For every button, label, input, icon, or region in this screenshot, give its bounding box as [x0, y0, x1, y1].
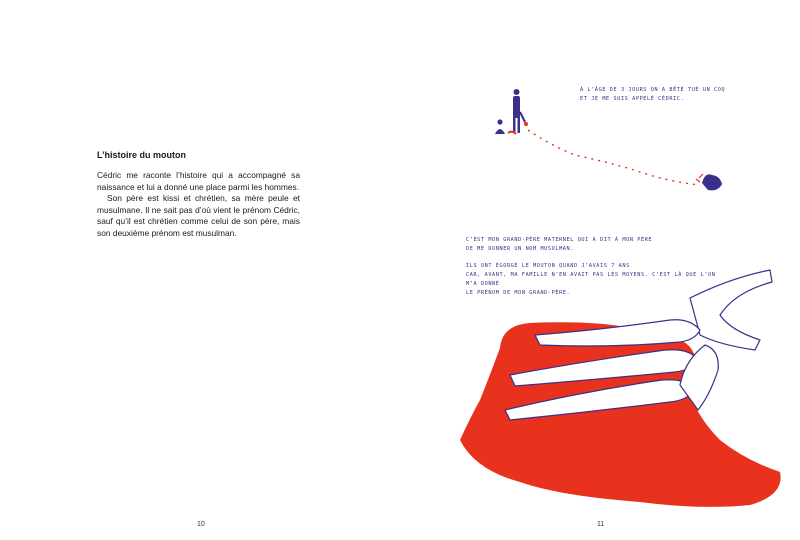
paragraph-2: Son père est kissi et chrétien, sa mère peule et musulmane. Il ne sait pas d’où vient le prénom Cédric, sauf qu’il est chrétien comme celui de son père, mais son deuxième prénom est musulman. [97, 193, 300, 238]
blood-trail [528, 130, 700, 185]
seated-child-illustration [495, 119, 516, 134]
page-number-left: 10 [197, 521, 205, 528]
handwritten-note-1: À L’ÂGE DE 3 JOURS ON A BÊTÉ TUÉ UN COQ ET JE ME SUIS APPELÉ CÉDRIC. [580, 87, 726, 102]
story-title: L’histoire du mouton [97, 150, 186, 160]
father-figure-illustration [513, 89, 528, 133]
page-number-right: 11 [597, 521, 605, 528]
rooster-illustration [696, 174, 722, 190]
paragraph-1: Cédric me raconte l’histoire qui a accompagné sa naissance et lui a donné une place parmi les hommes. [97, 170, 300, 192]
story-text [97, 170, 300, 240]
right-page [400, 0, 800, 540]
handwritten-note-2: C’EST MON GRAND-PÈRE MATERNEL QUI A DIT À MON PÈRE DE ME DONNER UN NOM MUSULMAN. [466, 237, 653, 252]
handwritten-note-3: ILS ONT ÉGORGÉ LE MOUTON QUAND J’AVAIS 7 ANS CAR, AVANT, MA FAMILLE N’EN AVAIT PAS LES MOYENS. C’EST LÀ QUE L’ON M’A DONNÉ LE PRÉNOM DE MON GRAND-PÈRE. [466, 263, 716, 296]
